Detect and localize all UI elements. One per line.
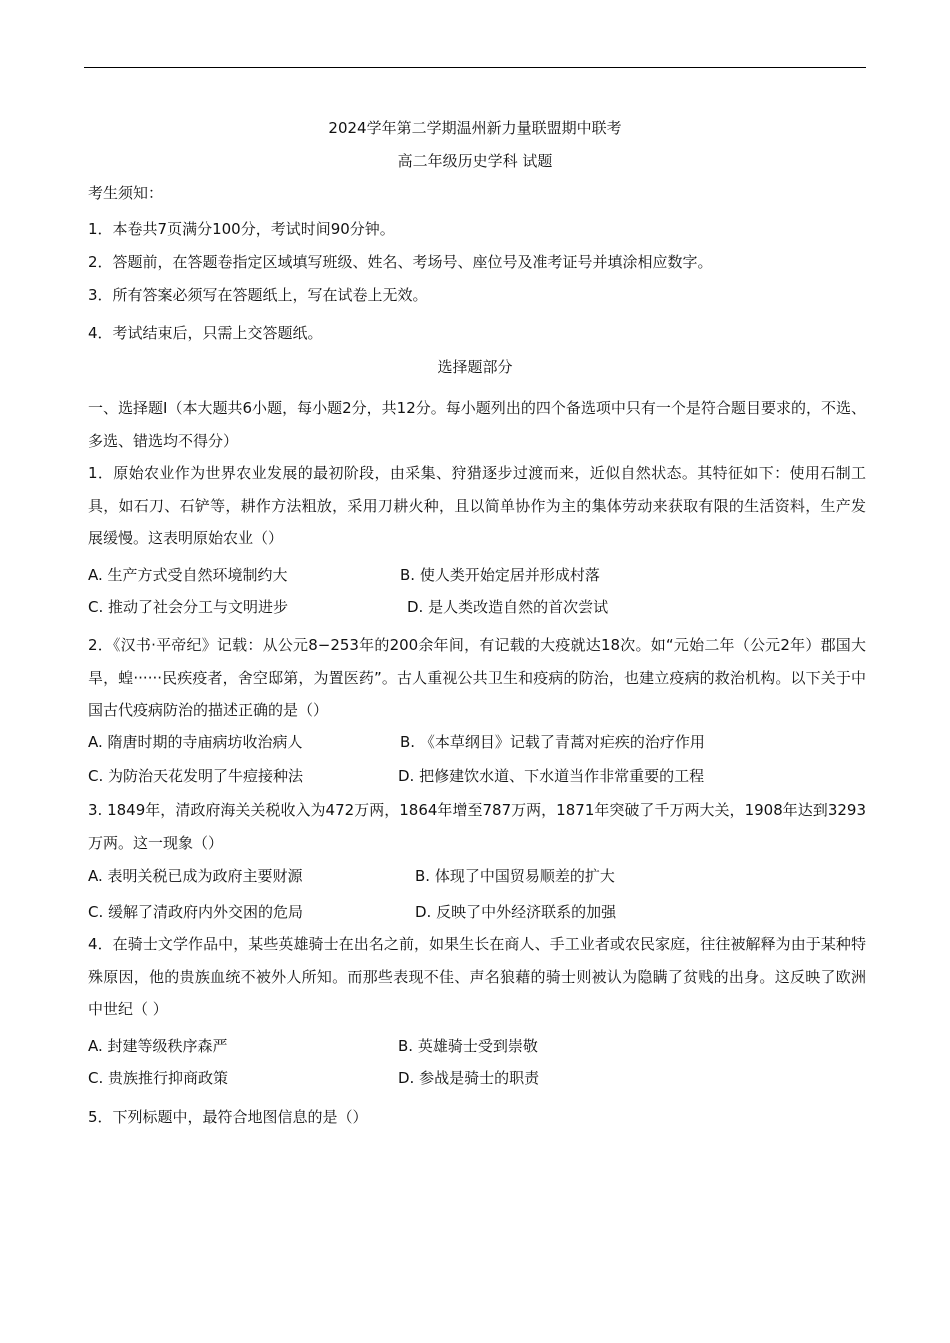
question-stem: 5．下列标题中，最符合地图信息的是（） <box>88 1108 368 1126</box>
option-a: A. 隋唐时期的寺庙病坊收治病人 <box>88 733 303 751</box>
option-d: D. 参战是骑士的职责 <box>398 1069 540 1087</box>
option-a: A. 生产方式受自然环境制约大 <box>88 566 288 584</box>
question-stem: 1．原始农业作为世界农业发展的最初阶段，由采集、狩猎逐步过渡而来，近似自然状态。其特征如下：使用石制工具，如石刀、石铲等，耕作方法粗放，采用刀耕火种，且以简单协作为主的集体劳动来获取有限的生活资料，生产发展缓慢。这表明原始农业（） <box>88 464 866 547</box>
section-title: 选择题部分 <box>437 358 513 376</box>
option-c: C. 推动了社会分工与文明进步 <box>88 598 289 616</box>
question-stem: 2．《汉书·平帝纪》记载：从公元8−253年的200余年间，有记载的大疫就达18次。如“元始二年（公元2年）郡国大旱，蝗······民疾疫者，舍空邸第，为置医药”。古人重视公共卫生和疫病的防治，也建立疫病的救治机构。以下关于中国古代疫病防治的描述正确的是（） <box>88 636 866 719</box>
notice-heading: 考生须知： <box>88 184 164 202</box>
option-b: B. 使人类开始定居并形成村落 <box>400 566 600 584</box>
notice-item: 4．考试结束后，只需上交答题纸。 <box>88 324 323 342</box>
notice-item: 2．答题前，在答题卷指定区域填写班级、姓名、考场号、座位号及准考证号并填涂相应数字。 <box>88 253 713 271</box>
option-c: C. 贵族推行抑商政策 <box>88 1069 229 1087</box>
notice-item: 3．所有答案必须写在答题纸上，写在试卷上无效。 <box>88 286 428 304</box>
option-a: A. 封建等级秩序森严 <box>88 1037 228 1055</box>
option-a: A. 表明关税已成为政府主要财源 <box>88 867 303 885</box>
option-b: B. 体现了中国贸易顺差的扩大 <box>415 867 615 885</box>
option-d: D. 是人类改造自然的首次尝试 <box>407 598 609 616</box>
option-c: C. 缓解了清政府内外交困的危局 <box>88 903 304 921</box>
exam-subtitle: 高二年级历史学科 试题 <box>397 152 553 170</box>
question-stem: 4．在骑士文学作品中，某些英雄骑士在出名之前，如果生长在商人、手工业者或农民家庭，往往被解释为由于某种特殊原因，他的贵族血统不被外人所知。而那些表现不佳、声名狼藉的骑士则被认为隐瞒了贫贱的出身。这反映了欧洲中世纪（ ） <box>88 935 866 1018</box>
section-instructions: 一、选择题Ⅰ（本大题共6小题，每小题2分，共12分。每小题列出的四个备选项中只有一个是符合题目要求的，不选、多选、错选均不得分） <box>88 399 866 450</box>
notice-item: 1．本卷共7页满分100分，考试时间90分钟。 <box>88 220 395 238</box>
option-b: B. 英雄骑士受到崇敬 <box>398 1037 538 1055</box>
option-d: D. 反映了中外经济联系的加强 <box>415 903 617 921</box>
question-stem: 3. 1849年，清政府海关关税收入为472万两，1864年增至787万两，1871年突破了千万两大关，1908年达到3293万两。这一现象（） <box>88 801 866 852</box>
option-b: B. 《本草纲目》记载了青蒿对疟疾的治疗作用 <box>400 733 705 751</box>
option-c: C. 为防治天花发明了牛痘接种法 <box>88 767 304 785</box>
header-rule <box>84 67 866 68</box>
option-d: D. 把修建饮水道、下水道当作非常重要的工程 <box>398 767 705 785</box>
exam-title: 2024学年第二学期温州新力量联盟期中联考 <box>328 119 622 137</box>
